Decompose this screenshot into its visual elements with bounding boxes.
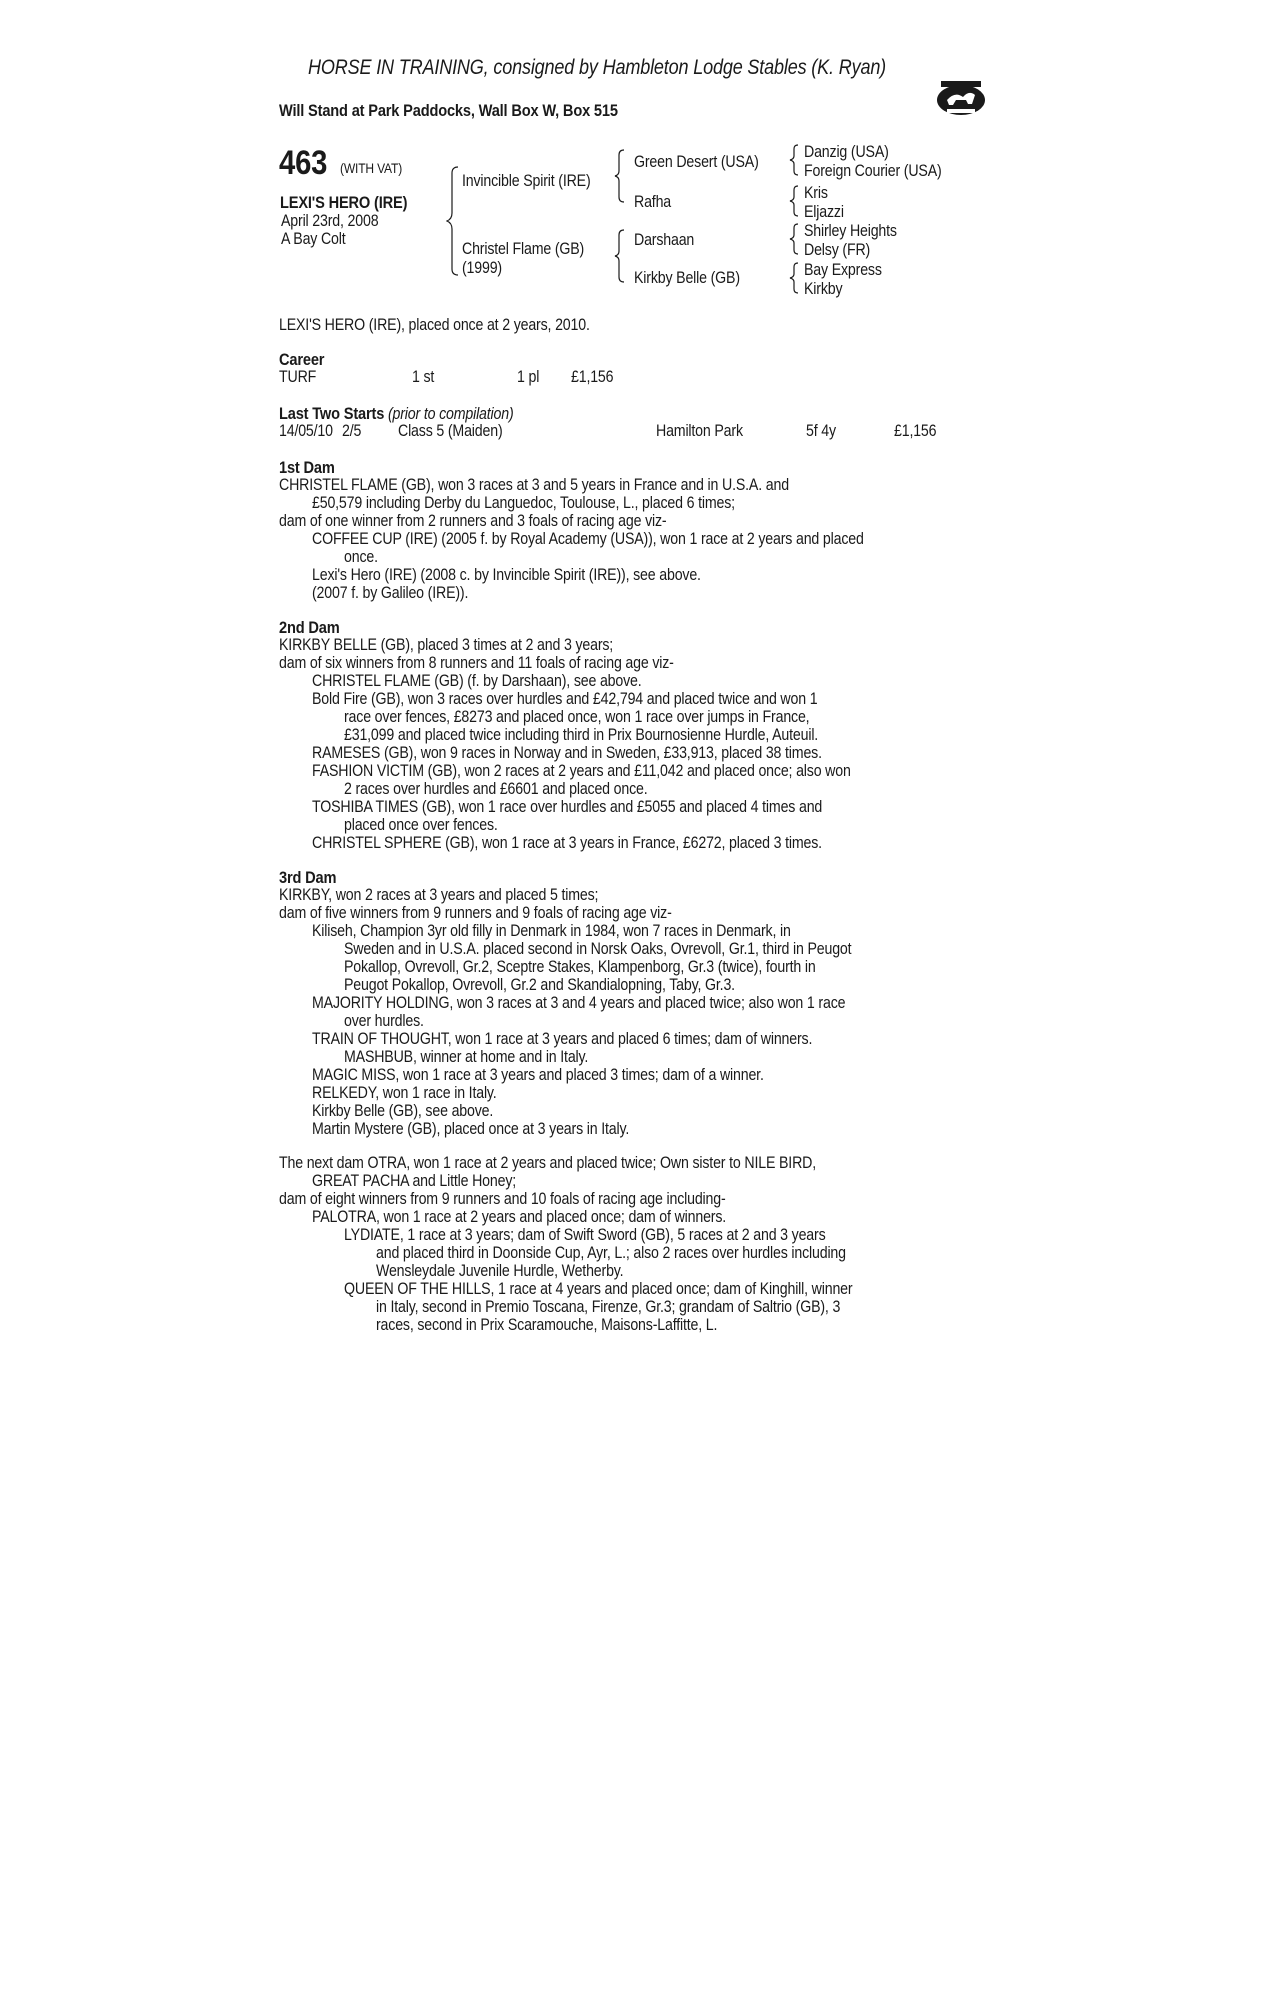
dam2-line: placed once over fences. [344, 816, 498, 834]
career-surface: TURF [279, 368, 317, 386]
horse-sex-colour: A Bay Colt [281, 230, 346, 248]
lot-number: 463 [279, 144, 328, 182]
dam3-line: Kiliseh, Champion 3yr old filly in Denmark in 1984, won 7 races in Denmark, in [312, 922, 791, 940]
career-heading: Career [279, 350, 325, 369]
pedigree-gen4-7: Bay Express [804, 261, 882, 279]
next-dam-line: PALOTRA, won 1 race at 2 years and placed once; dam of winners. [312, 1208, 727, 1226]
next-dam-line: LYDIATE, 1 race at 3 years; dam of Swift Sword (GB), 5 races at 2 and 3 years [344, 1226, 826, 1244]
pedigree-brace-sire [614, 148, 626, 204]
dam2-line: TOSHIBA TIMES (GB), won 1 race over hurdles and £5055 and placed 4 times and [312, 798, 823, 816]
pedigree-brace-dam [614, 228, 626, 284]
pedigree-brace-g3-1 [788, 143, 800, 177]
pedigree-sire-dam: Rafha [634, 193, 672, 211]
career-starts: 1 st [412, 368, 435, 386]
dam3-line: MAJORITY HOLDING, won 3 races at 3 and 4 years and placed twice; also won 1 race [312, 994, 846, 1012]
dam2-line: KIRKBY BELLE (GB), placed 3 times at 2 and 3 years; [279, 636, 614, 654]
pedigree-gen4-5: Shirley Heights [804, 222, 897, 240]
pedigree-sire: Invincible Spirit (IRE) [462, 172, 591, 190]
dam2-line: RAMESES (GB), won 9 races in Norway and in Sweden, £33,913, placed 38 times. [312, 744, 822, 762]
dam3-line: Sweden and in U.S.A. placed second in Norsk Oaks, Ovrevoll, Gr.1, third in Peugot [344, 940, 852, 958]
dam3-line: KIRKBY, won 2 races at 3 years and placed 5 times; [279, 886, 599, 904]
foaling-date: April 23rd, 2008 [281, 212, 379, 230]
dam3-heading: 3rd Dam [279, 868, 337, 887]
dam2-line: Bold Fire (GB), won 3 races over hurdles and £42,794 and placed twice and won 1 [312, 690, 818, 708]
dam3-line: dam of five winners from 9 runners and 9 foals of racing age viz- [279, 904, 672, 922]
last-start-distance: 5f 4y [806, 422, 836, 440]
dam3-line: Peugot Pokallop, Ovrevoll, Gr.2 and Skandialopning, Taby, Gr.3. [344, 976, 735, 994]
vat-note: (WITH VAT) [340, 160, 403, 176]
last-start-race: Class 5 (Maiden) [398, 422, 503, 440]
dam3-line: Martin Mystere (GB), placed once at 3 years in Italy. [312, 1120, 630, 1138]
racing-summary: LEXI'S HERO (IRE), placed once at 2 years, 2010. [279, 316, 590, 334]
pedigree-dam-year: (1999) [462, 259, 502, 277]
dam3-line: over hurdles. [344, 1012, 424, 1030]
catalogue-header: HORSE IN TRAINING, consigned by Hambleton Lodge Stables (K. Ryan) [308, 56, 887, 79]
dam2-line: CHRISTEL FLAME (GB) (f. by Darshaan), see above. [312, 672, 642, 690]
dam1-line: dam of one winner from 2 runners and 3 foals of racing age viz- [279, 512, 667, 530]
next-dam-line: GREAT PACHA and Little Honey; [312, 1172, 517, 1190]
dam3-line: RELKEDY, won 1 race in Italy. [312, 1084, 497, 1102]
dam1-line: (2007 f. by Galileo (IRE)). [312, 584, 469, 602]
dam1-line: COFFEE CUP (IRE) (2005 f. by Royal Academy (USA)), won 1 race at 2 years and placed [312, 530, 864, 548]
pedigree-brace-main [446, 165, 460, 277]
pedigree-brace-g3-2 [788, 184, 800, 218]
pedigree-dam-dam: Kirkby Belle (GB) [634, 269, 740, 287]
pedigree-gen4-1: Danzig (USA) [804, 143, 889, 161]
last-start-date: 14/05/10 [279, 422, 333, 440]
next-dam-line: dam of eight winners from 9 runners and 10 foals of racing age including- [279, 1190, 726, 1208]
pedigree-gen4-3: Kris [804, 184, 828, 202]
dam1-line: Lexi's Hero (IRE) (2008 c. by Invincible Spirit (IRE)), see above. [312, 566, 701, 584]
next-dam-line: races, second in Prix Scaramouche, Maisons-Laffitte, L. [376, 1316, 718, 1334]
dam2-heading: 2nd Dam [279, 618, 340, 637]
dam3-line: Pokallop, Ovrevoll, Gr.2, Sceptre Stakes, Klampenborg, Gr.3 (twice), fourth in [344, 958, 816, 976]
dam2-line: dam of six winners from 8 runners and 11 foals of racing age viz- [279, 654, 674, 672]
pedigree-gen4-6: Delsy (FR) [804, 241, 871, 259]
dam2-line: CHRISTEL SPHERE (GB), won 1 race at 3 years in France, £6272, placed 3 times. [312, 834, 822, 852]
pedigree-dam-sire: Darshaan [634, 231, 695, 249]
last-start-course: Hamilton Park [656, 422, 743, 440]
pedigree-brace-g3-3 [788, 222, 800, 256]
last-starts-note: (prior to compilation) [387, 405, 514, 423]
pedigree-gen4-4: Eljazzi [804, 203, 844, 221]
pedigree-dam: Christel Flame (GB) [462, 240, 585, 258]
dam2-line: £31,099 and placed twice including third in Prix Bournosienne Hurdle, Auteuil. [344, 726, 819, 744]
next-dam-line: in Italy, second in Premio Toscana, Firenze, Gr.3; grandam of Saltrio (GB), 3 [376, 1298, 841, 1316]
pedigree-gen4-2: Foreign Courier (USA) [804, 162, 942, 180]
last-starts-header [279, 404, 514, 424]
dam3-line: TRAIN OF THOUGHT, won 1 race at 3 years and placed 6 times; dam of winners. [312, 1030, 813, 1048]
dam1-line: CHRISTEL FLAME (GB), won 3 races at 3 and 5 years in France and in U.S.A. and [279, 476, 789, 494]
next-dam-line: Wensleydale Juvenile Hurdle, Wetherby. [376, 1262, 624, 1280]
dam3-line: Kirkby Belle (GB), see above. [312, 1102, 494, 1120]
dam1-line: once. [344, 548, 378, 566]
last-start-prize: £1,156 [894, 422, 937, 440]
dam3-line: MAGIC MISS, won 1 race at 3 years and placed 3 times; dam of a winner. [312, 1066, 764, 1084]
stand-location: Will Stand at Park Paddocks, Wall Box W, Box 515 [279, 101, 618, 120]
next-dam-line: and placed third in Doonside Cup, Ayr, L.; also 2 races over hurdles including [376, 1244, 846, 1262]
dam2-line: FASHION VICTIM (GB), won 2 races at 2 years and £11,042 and placed once; also won [312, 762, 851, 780]
dam2-line: 2 races over hurdles and £6601 and placed once. [344, 780, 648, 798]
last-starts-heading: Last Two Starts [279, 404, 385, 423]
pedigree-brace-g3-4 [788, 261, 800, 295]
dam1-line: £50,579 including Derby du Languedoc, Toulouse, L., placed 6 times; [312, 494, 735, 512]
career-earnings: £1,156 [571, 368, 614, 386]
next-dam-line: QUEEN OF THE HILLS, 1 race at 4 years and placed once; dam of Kinghill, winner [344, 1280, 853, 1298]
dam1-heading: 1st Dam [279, 458, 335, 477]
next-dam-line: The next dam OTRA, won 1 race at 2 years and placed twice; Own sister to NILE BIRD, [279, 1154, 817, 1172]
career-placed: 1 pl [517, 368, 540, 386]
last-start-position: 2/5 [342, 422, 362, 440]
pedigree-gen4-8: Kirkby [804, 280, 843, 298]
dam2-line: race over fences, £8273 and placed once, won 1 race over jumps in France, [344, 708, 810, 726]
dam3-line: MASHBUB, winner at home and in Italy. [344, 1048, 589, 1066]
pedigree-sire-sire: Green Desert (USA) [634, 153, 759, 171]
horse-name: LEXI'S HERO (IRE) [280, 193, 408, 212]
consignor-logo-icon [935, 78, 987, 118]
